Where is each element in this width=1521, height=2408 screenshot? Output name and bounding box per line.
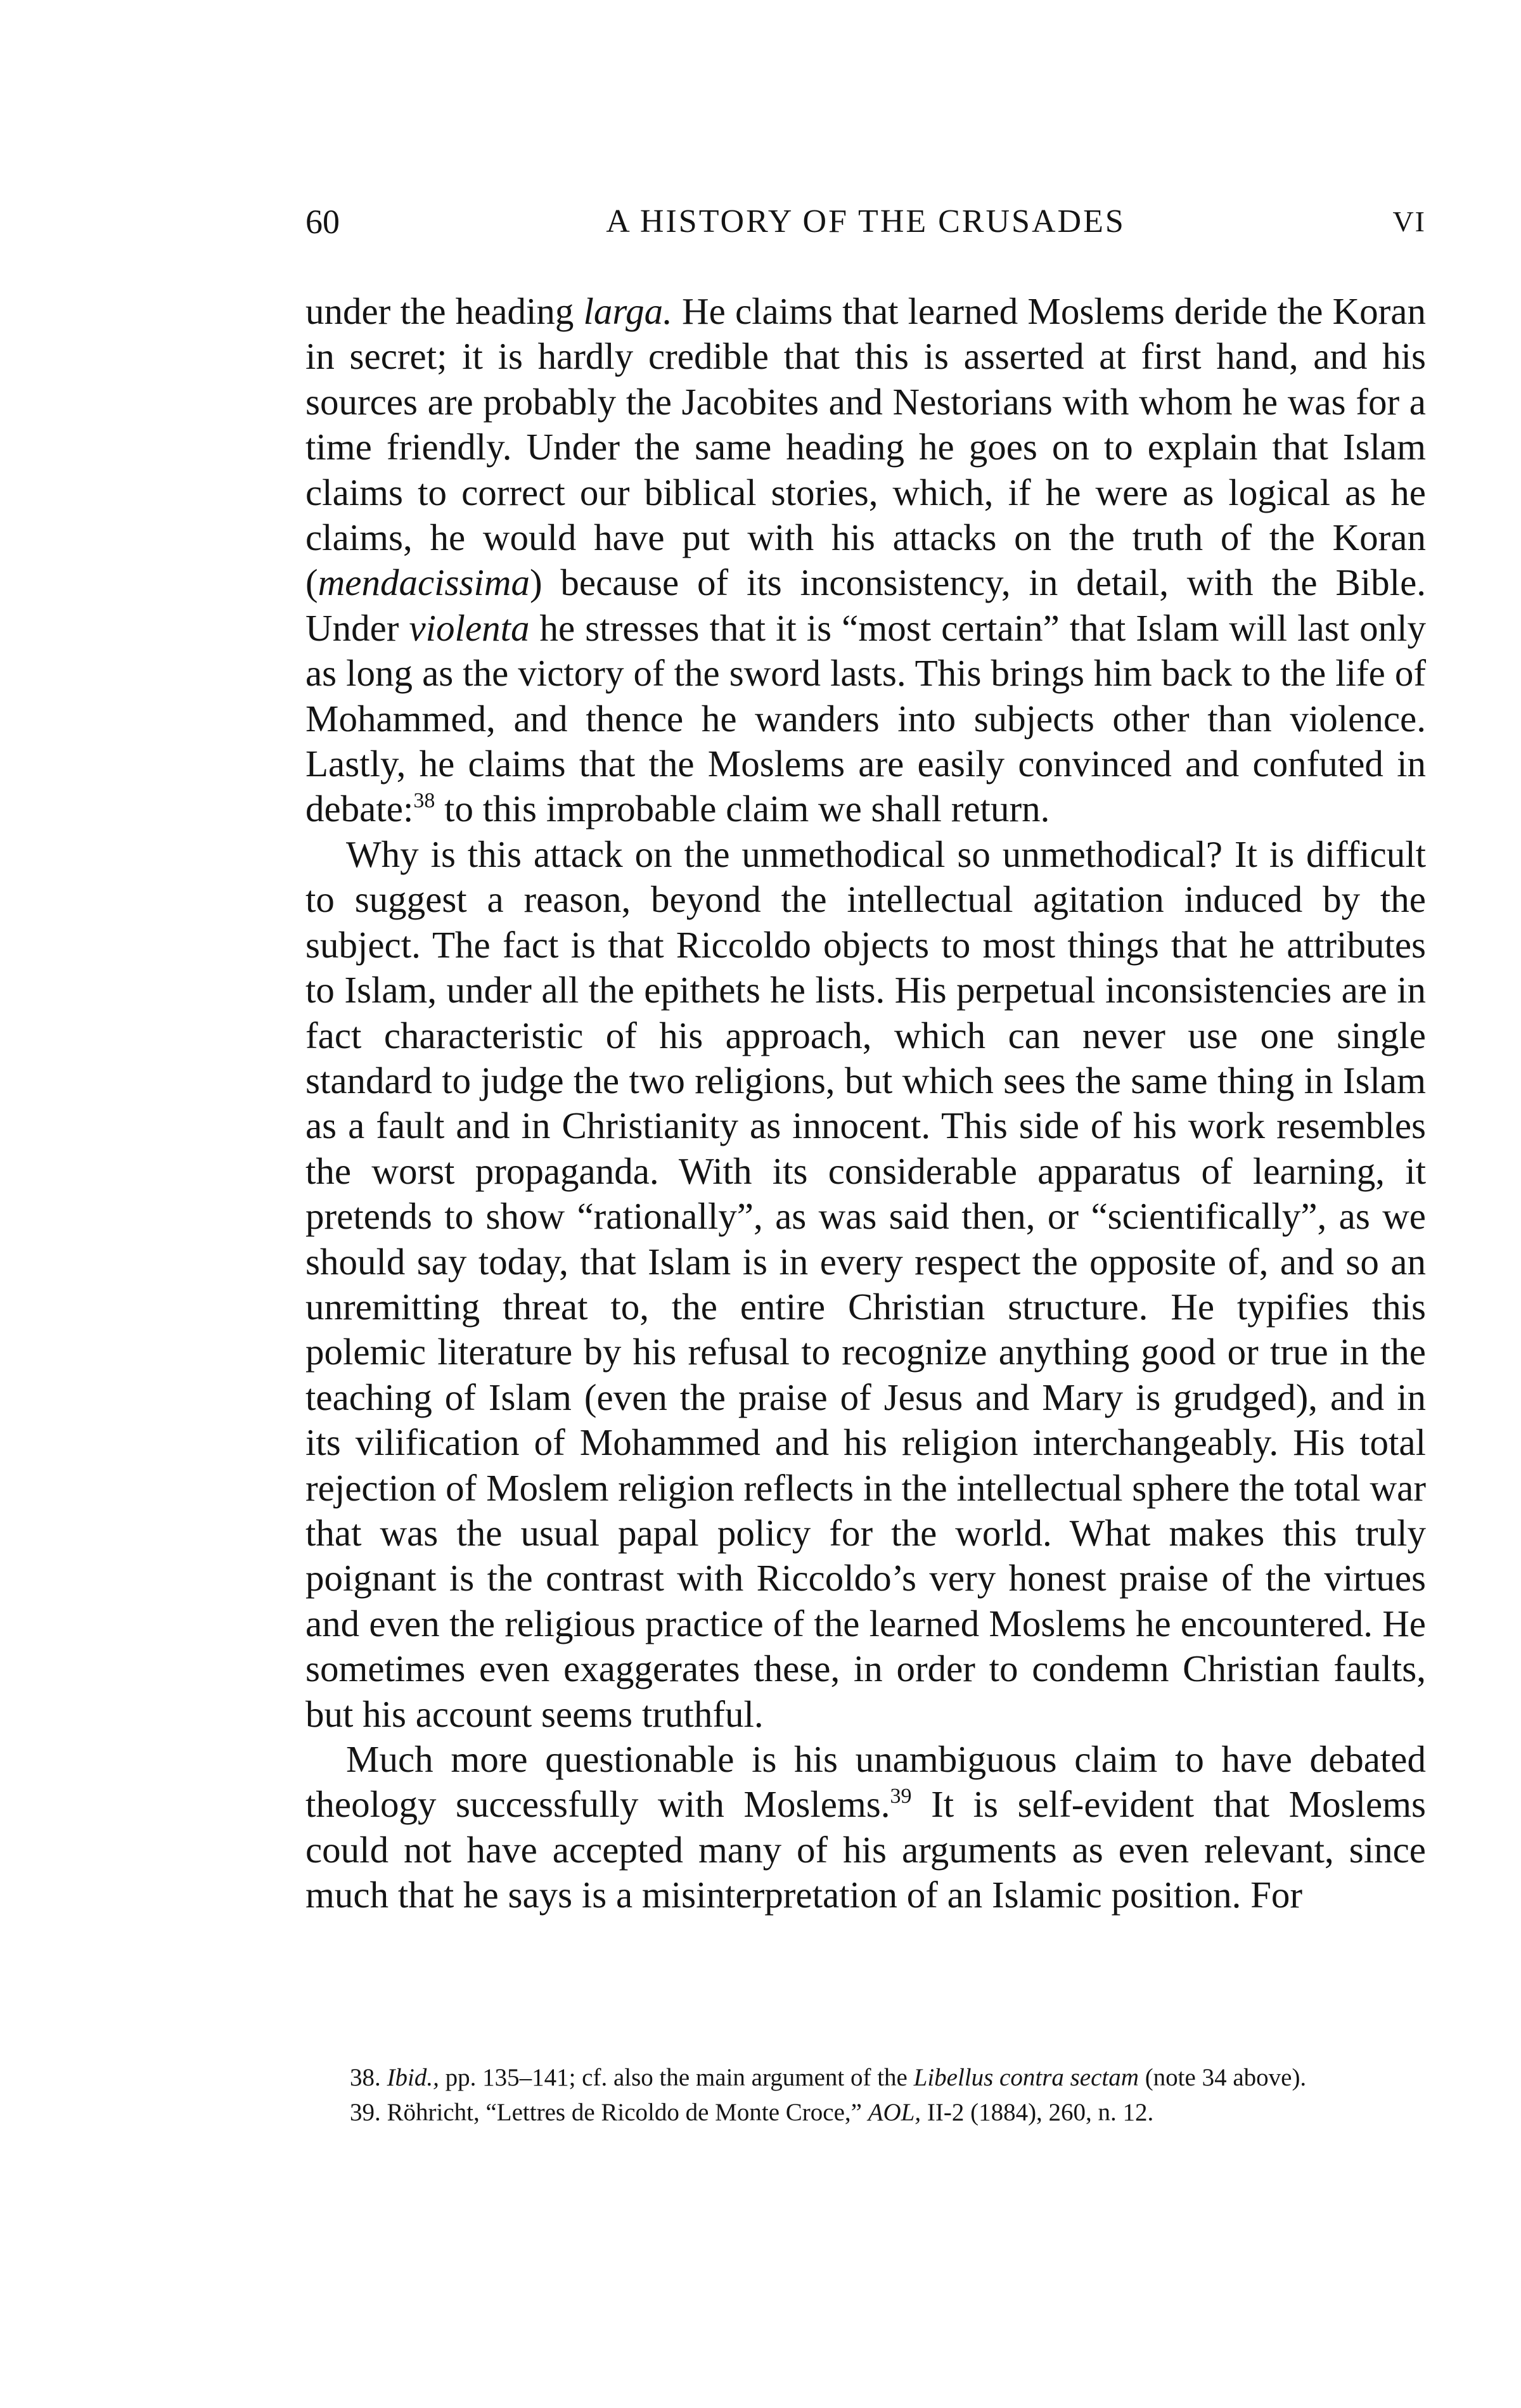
text-run: he stresses that it is “most certain” that Islam will last only as long as the victory of the sword lasts. This brings him back to the life of Mohammed, and thence he wanders into subjects other than violence. Lastly, he claims that the Moslems are easily convinced and confuted in debate: bbox=[305, 606, 1426, 830]
footnote-ref-38[interactable]: 38 bbox=[413, 789, 435, 813]
footnote-38 bbox=[305, 2061, 1426, 2094]
paragraph-3 bbox=[305, 1737, 1426, 1918]
footnote-number: 38. bbox=[350, 2064, 387, 2091]
footnotes bbox=[305, 2061, 1426, 2129]
italic-ibid: Ibid., bbox=[387, 2064, 439, 2091]
italic-title-libellus: Libellus contra sectam bbox=[913, 2064, 1139, 2091]
text-run: Much more questionable is his unambiguous claim to have debated theology successfully with Moslems. bbox=[305, 1738, 1426, 1826]
page-number: 60 bbox=[305, 203, 340, 241]
text-run: to this improbable claim we shall return. bbox=[435, 788, 1050, 830]
footnote-number: 39. bbox=[350, 2099, 387, 2126]
text-run: (note 34 above). bbox=[1138, 2064, 1307, 2091]
paragraph-2: Why is this attack on the unmethodical so unmethodical? It is difficult to suggest a reason, beyond the intellectual agitation induced by the subject. The fact is that Riccoldo objects to most things that he attributes to Islam, under all the epithets he lists. His perpetual inconsistencies are in fact characteristic of his approach, which can never use one single standard to judge the two religions, but which sees the same thing in Islam as a fault and in Christianity as innocent. This side of his work resembles the worst propaganda. With its considerable apparatus of learning, it pretends to show “rationally”, as was said then, or “scientifically”, as we should say today, that Islam is in every respect the opposite of, and so an unremitting threat to, the entire Christian structure. He typifies this polemic literature by his refusal to recognize anything good or true in the teaching of Islam (even the praise of Jesus and Mary is grudged), and in its vilification of Mohammed and his religion interchangeably. His total rejection of Moslem religion reflects in the intellectual sphere the total war that was the usual papal policy for the world. What makes this truly poignant is the contrast with Riccoldo’s very honest praise of the virtues and even the religious practice of the learned Moslems he encountered. He sometimes even exaggerates these, in order to condemn Christian faults, but his account seems truthful. bbox=[305, 833, 1426, 1735]
part-number: VI bbox=[1392, 205, 1426, 238]
text-run: He claims that learned Moslems deride the Koran in secret; it is hardly credible that this is asserted at first hand, and his sources are probably the Jacobites and Nestorians with whom he was for a time friendly. Under the same heading he goes on to explain that Islam claims to correct our biblical stories, which, if he were as logical as he claims, he would have put with his attacks on the truth of the Koran ( bbox=[305, 290, 1426, 604]
text-run: It is self-evident that Moslems could not have accepted many of his arguments as even relevant, since much that he says is a misinterpretation of an Islamic position. For bbox=[305, 1783, 1426, 1916]
italic-term-violenta: violenta bbox=[409, 606, 530, 649]
italic-term-mendacissima: mendacissima bbox=[318, 561, 530, 604]
footnote-ref-39[interactable]: 39 bbox=[890, 1784, 912, 1809]
text-run: ) because of its inconsistency, in detail, with the Bible. Under bbox=[305, 561, 1426, 649]
italic-term-larga: larga. bbox=[583, 290, 672, 332]
text-run: pp. 135–141; cf. also the main argument of the bbox=[439, 2064, 914, 2091]
body-text bbox=[305, 289, 1426, 1918]
running-head bbox=[305, 202, 1426, 242]
footnote-39 bbox=[305, 2096, 1426, 2129]
italic-abbrev-aol: AOL, bbox=[868, 2099, 921, 2126]
paragraph-1 bbox=[305, 289, 1426, 832]
running-title: A HISTORY OF THE CRUSADES bbox=[606, 203, 1126, 240]
text-run: Röhricht, “Lettres de Ricoldo de Monte Croce,” bbox=[387, 2099, 868, 2126]
text-run: II-2 (1884), 260, n. 12. bbox=[921, 2099, 1154, 2126]
text-run: under the heading bbox=[305, 290, 584, 332]
